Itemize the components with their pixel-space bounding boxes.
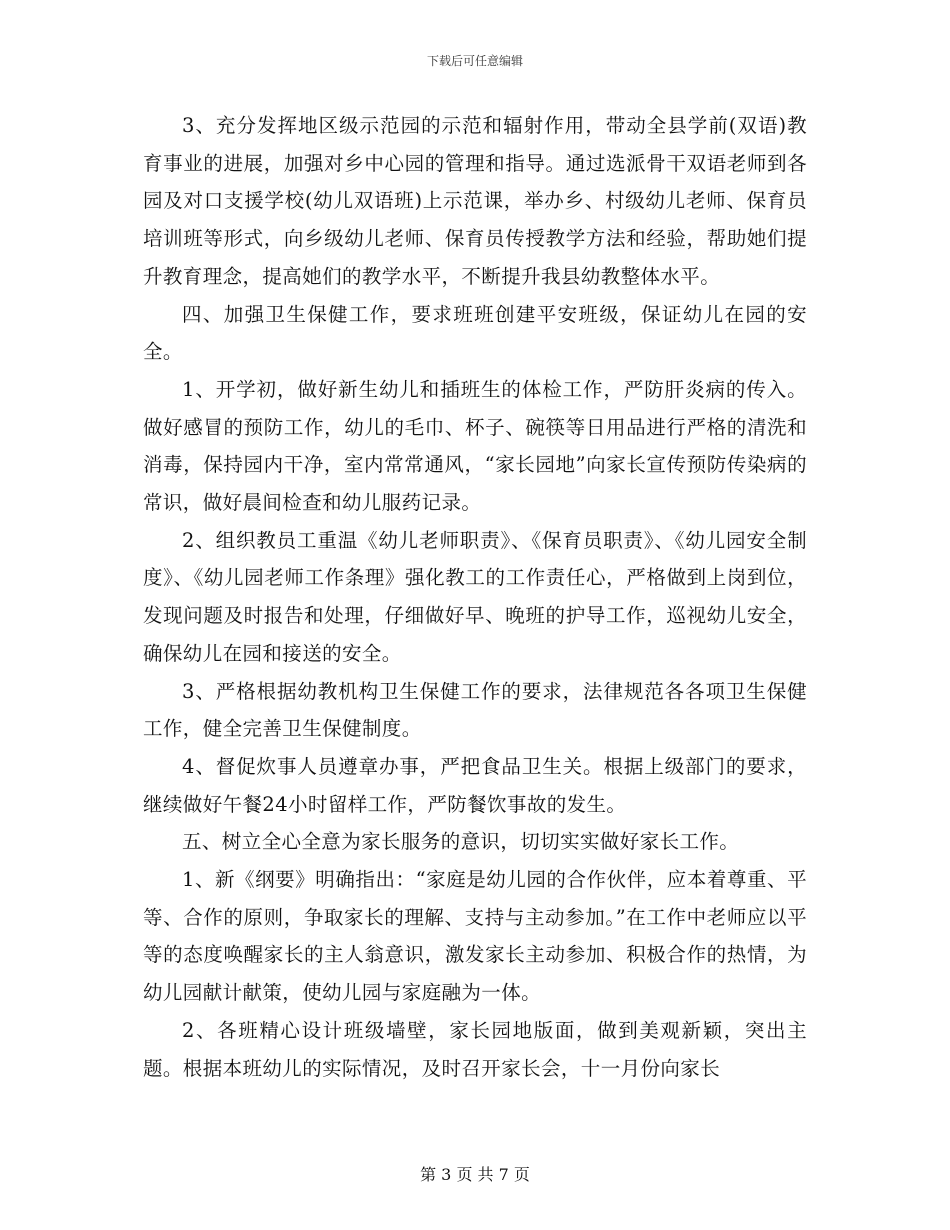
- document-body: [143, 107, 807, 1087]
- paragraph-9: 2、各班精心设计班级墙壁，家长园地版面，做到美观新颖，突出主题。根据本班幼儿的实际情况，及时召开家长会，十一月份向家长: [143, 1018, 807, 1080]
- paragraph-8: 1、新《纲要》明确指出：“家庭是幼儿园的合作伙伴，应本着尊重、平等、合作的原则，争取家长的理解、支持与主动参加。”在工作中老师应以平等的态度唤醒家长的主人翁意识，激发家长主动参加、积极合作的热情，为幼儿园献计献策，使幼儿园与家庭融为一体。: [143, 868, 807, 1005]
- page-number-footer: 第 3 页 共 7 页: [420, 1165, 530, 1184]
- paragraph-1: 3、充分发挥地区级示范园的示范和辐射作用，带动全县学前(双语)教育事业的进展，加强对乡中心园的管理和指导。通过选派骨干双语老师到各园及对口支援学校(幼儿双语班)上示范课，举办乡、村级幼儿老师、保育员培训班等形式，向乡级幼儿老师、保育员传授教学方法和经验，帮助她们提升教育理念，提高她们的教学水平，不断提升我县幼教整体水平。: [143, 114, 807, 288]
- paragraph-4: 2、组织教员工重温《幼儿老师职责》、《保育员职责》、《幼儿园安全制度》、《幼儿园老师工作条理》强化教工的工作责任心，严格做到上岗到位，发现问题及时报告和处理，仔细做好早、晚班的护导工作，巡视幼儿安全，确保幼儿在园和接送的安全。: [143, 528, 807, 665]
- paragraph-2: 四、加强卫生保健工作，要求班班创建平安班级，保证幼儿在园的安全。: [143, 302, 807, 364]
- paragraph-7: 五、树立全心全意为家长服务的意识，切切实实做好家长工作。: [182, 830, 740, 854]
- paragraph-6: 4、督促炊事人员遵章办事，严把食品卫生关。根据上级部门的要求，继续做好午餐24小时留样工作，严防餐饮事故的发生。: [143, 754, 807, 816]
- page-header-note: 下载后可任意编辑: [426, 54, 523, 68]
- paragraph-5: 3、严格根据幼教机构卫生保健工作的要求，法律规范各各项卫生保健工作，健全完善卫生保健制度。: [143, 679, 807, 741]
- paragraph-3: 1、开学初，做好新生幼儿和插班生的体检工作，严防肝炎病的传入。做好感冒的预防工作，幼儿的毛巾、杯子、碗筷等日用品进行严格的清洗和消毒，保持园内干净，室内常常通风，“家长园地”向家长宣传预防传染病的常识，做好晨间检查和幼儿服药记录。: [143, 377, 807, 515]
